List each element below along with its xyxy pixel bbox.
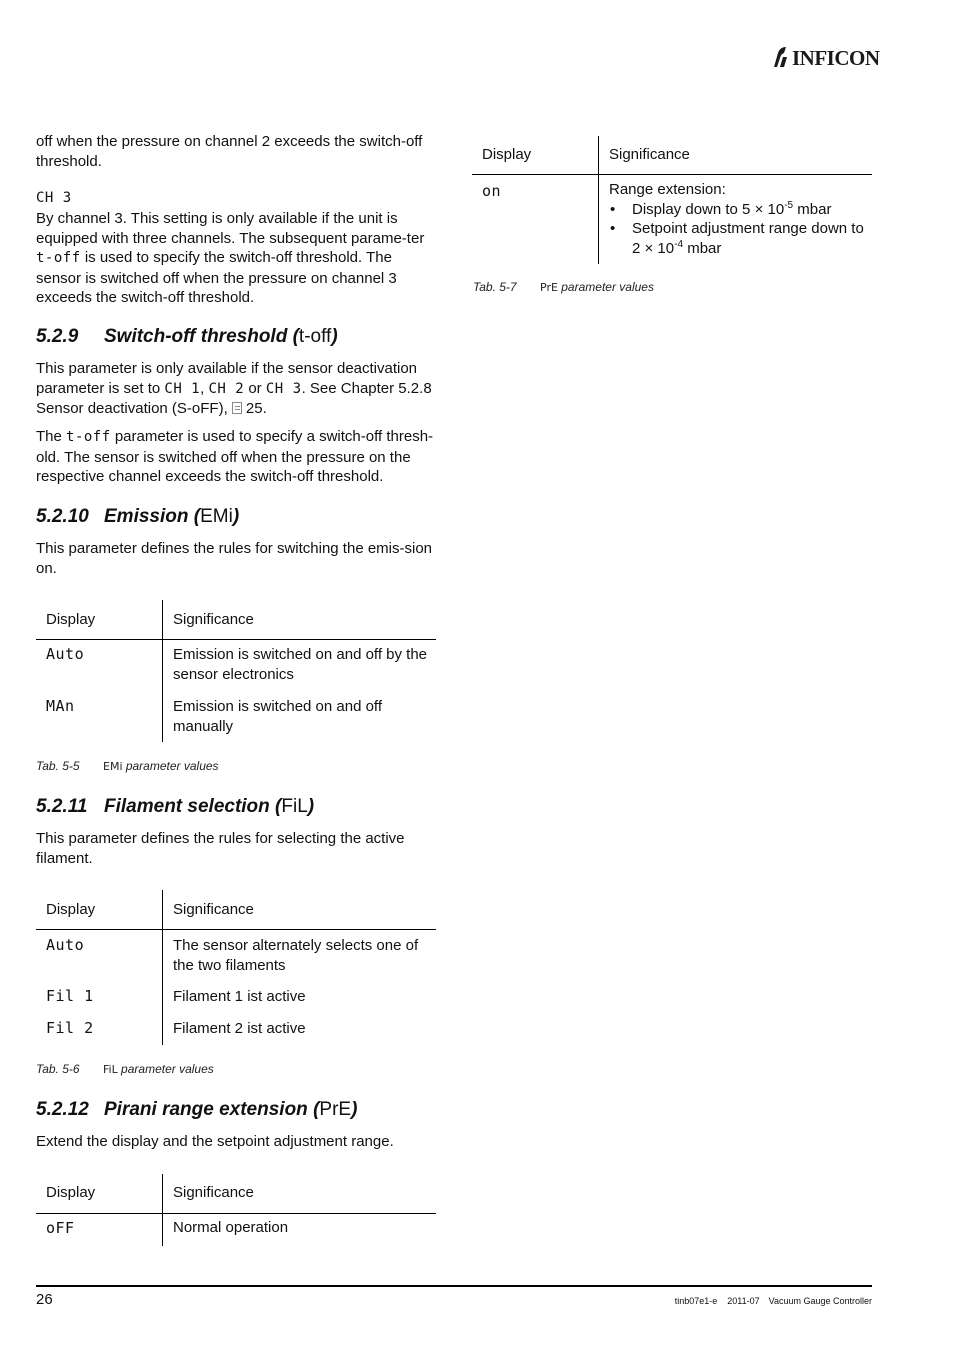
heading-code: t-off (298, 326, 332, 347)
bullet-text: Setpoint adjustment range down to 2 × 10 (632, 220, 864, 257)
table-cell-display: Auto (46, 645, 85, 663)
heading-code: EMi (200, 506, 233, 527)
code-ch1: CH 1 (164, 380, 201, 397)
heading-title: Filament selection ( (104, 796, 282, 817)
code-ch3: CH 3 (265, 380, 302, 397)
s529-p1-b: . See Chapter 5.2.8 Sensor deactivation (S-oFF), (36, 379, 432, 417)
caption-number: Tab. 5-6 (36, 1062, 80, 1076)
s529-p1-sep2: or (244, 379, 266, 397)
heading-close: ) (307, 796, 315, 817)
heading-5-2-12 (36, 1098, 357, 1122)
table-caption-5-5 (36, 759, 219, 773)
table-header-significance: Significance (173, 901, 254, 918)
table-caption-5-6 (36, 1062, 214, 1076)
table-cell-significance: Emission is switched on and off by the sensor electronics (173, 646, 428, 683)
s529-paragraph-2 (36, 427, 438, 487)
table-cell-display: Fil 1 (46, 987, 94, 1005)
table-fil (36, 890, 436, 1045)
intro-paragraph (36, 132, 436, 171)
caption-text: parameter values (117, 1062, 214, 1076)
table-header-rule (36, 1213, 436, 1214)
heading-title: Switch-off threshold ( (104, 326, 299, 347)
heading-code: PrE (319, 1099, 352, 1120)
list-item (609, 219, 867, 258)
table-caption-5-7 (473, 280, 654, 294)
table-divider (162, 600, 163, 742)
table-header-display: Display (46, 901, 96, 918)
heading-5-2-11 (36, 795, 314, 819)
range-extension-title: Range extension: (609, 181, 726, 198)
table-divider (598, 136, 599, 264)
caption-number: Tab. 5-7 (473, 280, 517, 294)
exponent: -5 (784, 199, 794, 211)
inficon-logo (772, 45, 880, 70)
footer-doc-id: tinb07e1-e (674, 1296, 718, 1306)
exponent: -4 (674, 238, 684, 250)
heading-title: Pirani range extension ( (104, 1099, 320, 1120)
table-emi (36, 600, 436, 742)
table-cell-significance (609, 180, 867, 258)
list-item (609, 200, 867, 220)
table-cell-significance: Filament 1 ist active (173, 988, 306, 1005)
page-reference-link[interactable]: 25. (245, 400, 267, 417)
code-t-off: t-off (66, 429, 111, 445)
table-header-display: Display (46, 1184, 96, 1201)
ch3-text-1: By channel 3. This setting is only available if the unit is equipped with three channels. The subsequent parame-ter (36, 210, 425, 247)
caption-code: PrE (540, 281, 558, 294)
caption-number: Tab. 5-5 (36, 759, 80, 773)
code-ch2: CH 2 (208, 380, 245, 397)
s529-p1-a: This parameter is only available if the sensor deactivation parameter is set to (36, 360, 418, 397)
bullet-unit: mbar (793, 200, 832, 218)
footer-rule (36, 1285, 872, 1287)
s5210-paragraph: This parameter defines the rules for switching the emis-sion on. (36, 540, 433, 577)
s529-p2-b: parameter is used to specify a switch-off thresh-old. The sensor is switched off when the pressure on the respective channel exceeds the switch-off threshold. (36, 428, 434, 485)
page-number: 26 (36, 1291, 53, 1308)
table-pre-part1 (36, 1174, 436, 1246)
heading-number: 5.2.12 (36, 1099, 89, 1120)
table-header-rule (36, 639, 436, 640)
table-divider (162, 890, 163, 1045)
table-header-display: Display (482, 146, 532, 163)
table-header-rule (36, 929, 436, 930)
table-header-display: Display (46, 611, 96, 628)
table-divider (162, 1174, 163, 1246)
table-cell-display: oFF (46, 1219, 75, 1237)
caption-text: parameter values (122, 759, 219, 773)
caption-text: parameter values (557, 280, 654, 294)
table-header-significance: Significance (173, 1184, 254, 1201)
footer-product: Vacuum Gauge Controller (768, 1296, 872, 1306)
table-pre-part2 (472, 136, 872, 264)
intro-text: off when the pressure on channel 2 exceeds the switch-off threshold. (36, 133, 423, 170)
heading-5-2-10 (36, 505, 239, 529)
heading-close: ) (331, 326, 338, 347)
table-header-significance: Significance (609, 146, 690, 163)
table-header-significance: Significance (173, 611, 254, 628)
table-cell-significance: Filament 2 ist active (173, 1020, 306, 1037)
s529-p1-sep1: , (200, 379, 209, 397)
table-cell-display: Auto (46, 936, 85, 954)
page-reference-icon (232, 402, 242, 414)
heading-number: 5.2.11 (36, 796, 88, 817)
s529-p2-a: The (36, 428, 67, 445)
s5211-paragraph: This parameter defines the rules for selecting the active filament. (36, 830, 405, 867)
table-header-rule (472, 174, 872, 175)
heading-title: Emission ( (104, 506, 201, 527)
range-extension-list (609, 200, 867, 259)
caption-code: FiL (103, 1063, 118, 1076)
table-cell-significance: Normal operation (173, 1219, 289, 1236)
heading-code: FiL (281, 796, 308, 817)
ch3-paragraph (36, 209, 436, 308)
table-cell-significance: Emission is switched on and off manually (173, 698, 382, 735)
table-cell-display: Fil 2 (46, 1019, 94, 1037)
ch3-text-2: is used to specify the switch-off threshold. The sensor is switched off when the pressure on channel 3 exceeds the switch-off threshold. (36, 249, 397, 306)
s5212-paragraph: Extend the display and the setpoint adjustment range. (36, 1133, 394, 1150)
caption-code: EMi (103, 760, 123, 773)
ch3-code: t-off (36, 250, 81, 266)
table-cell-display: on (482, 182, 502, 200)
footer-info (675, 1296, 872, 1306)
heading-close: ) (232, 506, 240, 527)
bullet-text: Display down to 5 × 10 (632, 200, 785, 218)
heading-number: 5.2.9 (36, 326, 79, 347)
footer-date: 2011-07 (727, 1296, 760, 1306)
table-cell-display: MAn (46, 697, 75, 715)
heading-close: ) (351, 1099, 358, 1120)
logo-wordmark: INFICON (792, 46, 880, 70)
s529-paragraph-1 (36, 359, 436, 419)
ch3-label: CH 3 (36, 190, 72, 206)
table-cell-significance: The sensor alternately selects one of the two filaments (173, 937, 419, 974)
heading-5-2-9 (36, 325, 338, 349)
heading-number: 5.2.10 (36, 506, 89, 527)
bullet-unit: mbar (683, 239, 722, 257)
